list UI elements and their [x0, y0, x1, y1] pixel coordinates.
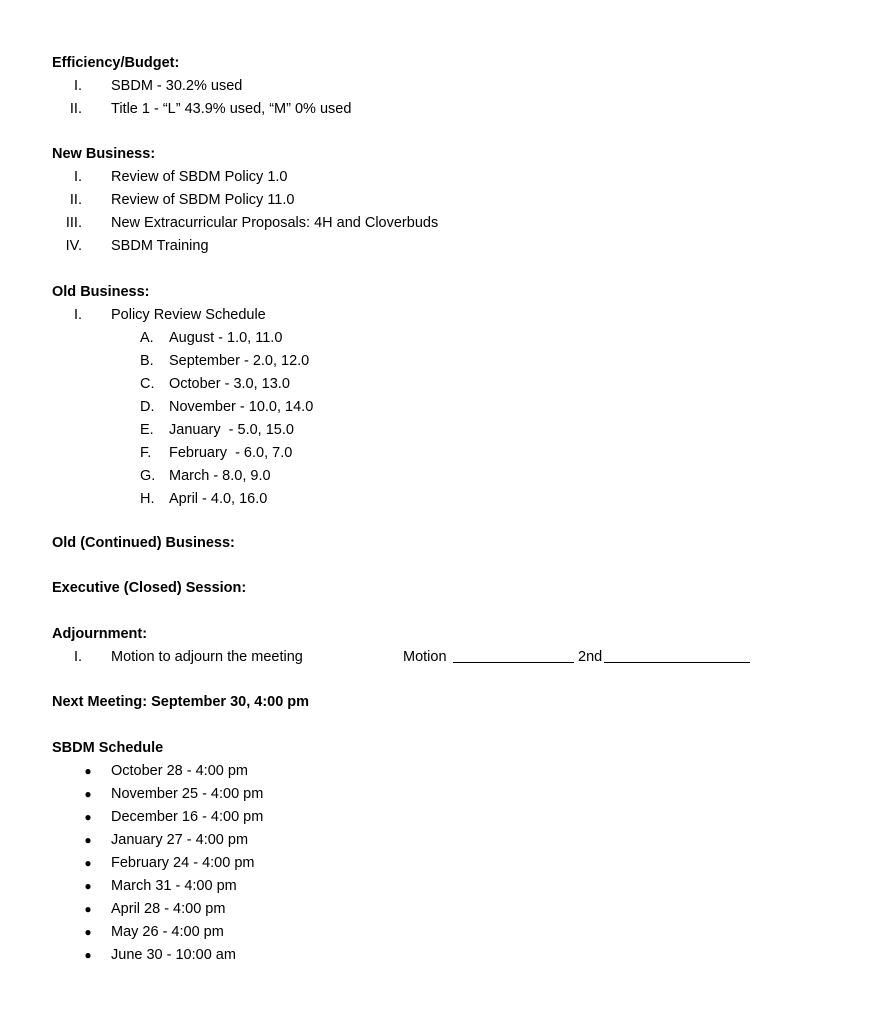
- motion-label: Motion: [403, 649, 447, 665]
- list-item-text: June 30 - 10:00 am: [111, 947, 236, 963]
- letter-marker: D.: [140, 399, 155, 415]
- sub-list-item-text: August - 1.0, 11.0: [169, 330, 283, 346]
- sbdm-schedule-section: [52, 737, 852, 967]
- second-label: 2nd: [578, 649, 603, 665]
- bullet-icon: ●: [84, 948, 92, 962]
- sub-list-item: [52, 373, 852, 396]
- efficiency-budget-heading: Efficiency/Budget:: [52, 55, 180, 71]
- sub-list-item: [52, 396, 852, 419]
- list-item-text: Motion to adjourn the meeting: [111, 649, 303, 665]
- motion-signature-line: [453, 662, 574, 663]
- old-business-heading: Old Business:: [52, 284, 150, 300]
- list-item: [52, 921, 852, 944]
- letter-marker: G.: [140, 468, 156, 484]
- list-item-text: February 24 - 4:00 pm: [111, 855, 255, 871]
- roman-numeral: II.: [69, 101, 82, 117]
- letter-marker: E.: [140, 422, 154, 438]
- sub-list-item-text: January - 5.0, 15.0: [169, 422, 294, 438]
- list-item-text: October 28 - 4:00 pm: [111, 763, 249, 779]
- roman-numeral: I.: [73, 169, 82, 185]
- list-item: [52, 898, 852, 921]
- list-item-text: April 28 - 4:00 pm: [111, 901, 226, 917]
- list-item: [52, 806, 852, 829]
- list-item: [52, 212, 852, 235]
- bullet-icon: ●: [84, 879, 92, 893]
- old-continued-business-section: [52, 532, 852, 555]
- list-item: [52, 646, 852, 669]
- list-item: [52, 189, 852, 212]
- sub-list-item-text: April - 4.0, 16.0: [169, 491, 268, 507]
- bullet-icon: ●: [84, 902, 92, 916]
- sub-list-item: [52, 327, 852, 350]
- list-item-text: SBDM - 30.2% used: [111, 78, 243, 94]
- adjournment-heading: Adjournment:: [52, 626, 148, 642]
- old-business-section: [52, 281, 852, 511]
- list-item: [52, 75, 852, 98]
- list-item: [52, 944, 852, 967]
- sub-list-item: [52, 350, 852, 373]
- list-item-text: Policy Review Schedule: [111, 307, 266, 323]
- sub-list-item-text: March - 8.0, 9.0: [169, 468, 271, 484]
- sbdm-schedule-heading: SBDM Schedule: [52, 740, 164, 756]
- next-meeting-heading: Next Meeting: September 30, 4:00 pm: [52, 694, 310, 710]
- bullet-icon: ●: [84, 764, 92, 778]
- roman-numeral: I.: [73, 307, 82, 323]
- new-business-heading: New Business:: [52, 146, 156, 162]
- bullet-icon: ●: [84, 833, 92, 847]
- list-item-text: Title 1 - “L” 43.9% used, “M” 0% used: [111, 101, 352, 117]
- roman-numeral: IV.: [65, 238, 82, 254]
- list-item: [52, 304, 852, 327]
- next-meeting-section: [52, 691, 852, 714]
- letter-marker: B.: [140, 353, 154, 369]
- sub-list-item: [52, 419, 852, 442]
- sub-list-item-text: October - 3.0, 13.0: [169, 376, 290, 392]
- roman-numeral: II.: [69, 192, 82, 208]
- list-item: [52, 235, 852, 258]
- list-item: [52, 98, 852, 121]
- list-item: [52, 875, 852, 898]
- adjournment-section: [52, 623, 852, 669]
- list-item-text: March 31 - 4:00 pm: [111, 878, 237, 894]
- new-business-section: [52, 143, 852, 258]
- executive-session-heading: Executive (Closed) Session:: [52, 580, 247, 596]
- list-item-text: December 16 - 4:00 pm: [111, 809, 264, 825]
- letter-marker: C.: [140, 376, 155, 392]
- list-item: [52, 166, 852, 189]
- sub-list-item: [52, 465, 852, 488]
- list-item: [52, 829, 852, 852]
- list-item-text: New Extracurricular Proposals: 4H and Cloverbuds: [111, 215, 439, 231]
- bullet-icon: ●: [84, 787, 92, 801]
- bullet-icon: ●: [84, 925, 92, 939]
- bullet-icon: ●: [84, 810, 92, 824]
- roman-numeral: III.: [65, 215, 82, 231]
- list-item: [52, 783, 852, 806]
- list-item-text: SBDM Training: [111, 238, 209, 254]
- list-item-text: January 27 - 4:00 pm: [111, 832, 249, 848]
- sub-list-item-text: February - 6.0, 7.0: [169, 445, 293, 461]
- bullet-icon: ●: [84, 856, 92, 870]
- sub-list-item-text: November - 10.0, 14.0: [169, 399, 314, 415]
- list-item-text: November 25 - 4:00 pm: [111, 786, 264, 802]
- sub-list-item: [52, 488, 852, 511]
- second-signature-line: [604, 662, 750, 663]
- list-item-text: May 26 - 4:00 pm: [111, 924, 224, 940]
- sub-list-item-text: September - 2.0, 12.0: [169, 353, 310, 369]
- letter-marker: H.: [140, 491, 155, 507]
- efficiency-budget-section: [52, 52, 852, 121]
- list-item: [52, 852, 852, 875]
- letter-marker: F.: [140, 445, 152, 461]
- letter-marker: A.: [140, 330, 154, 346]
- list-item-text: Review of SBDM Policy 11.0: [111, 192, 295, 208]
- list-item-text: Review of SBDM Policy 1.0: [111, 169, 288, 185]
- sub-list-item: [52, 442, 852, 465]
- list-item: [52, 760, 852, 783]
- roman-numeral: I.: [73, 78, 82, 94]
- executive-session-section: [52, 577, 852, 600]
- old-continued-business-heading: Old (Continued) Business:: [52, 535, 235, 551]
- roman-numeral: I.: [73, 649, 82, 665]
